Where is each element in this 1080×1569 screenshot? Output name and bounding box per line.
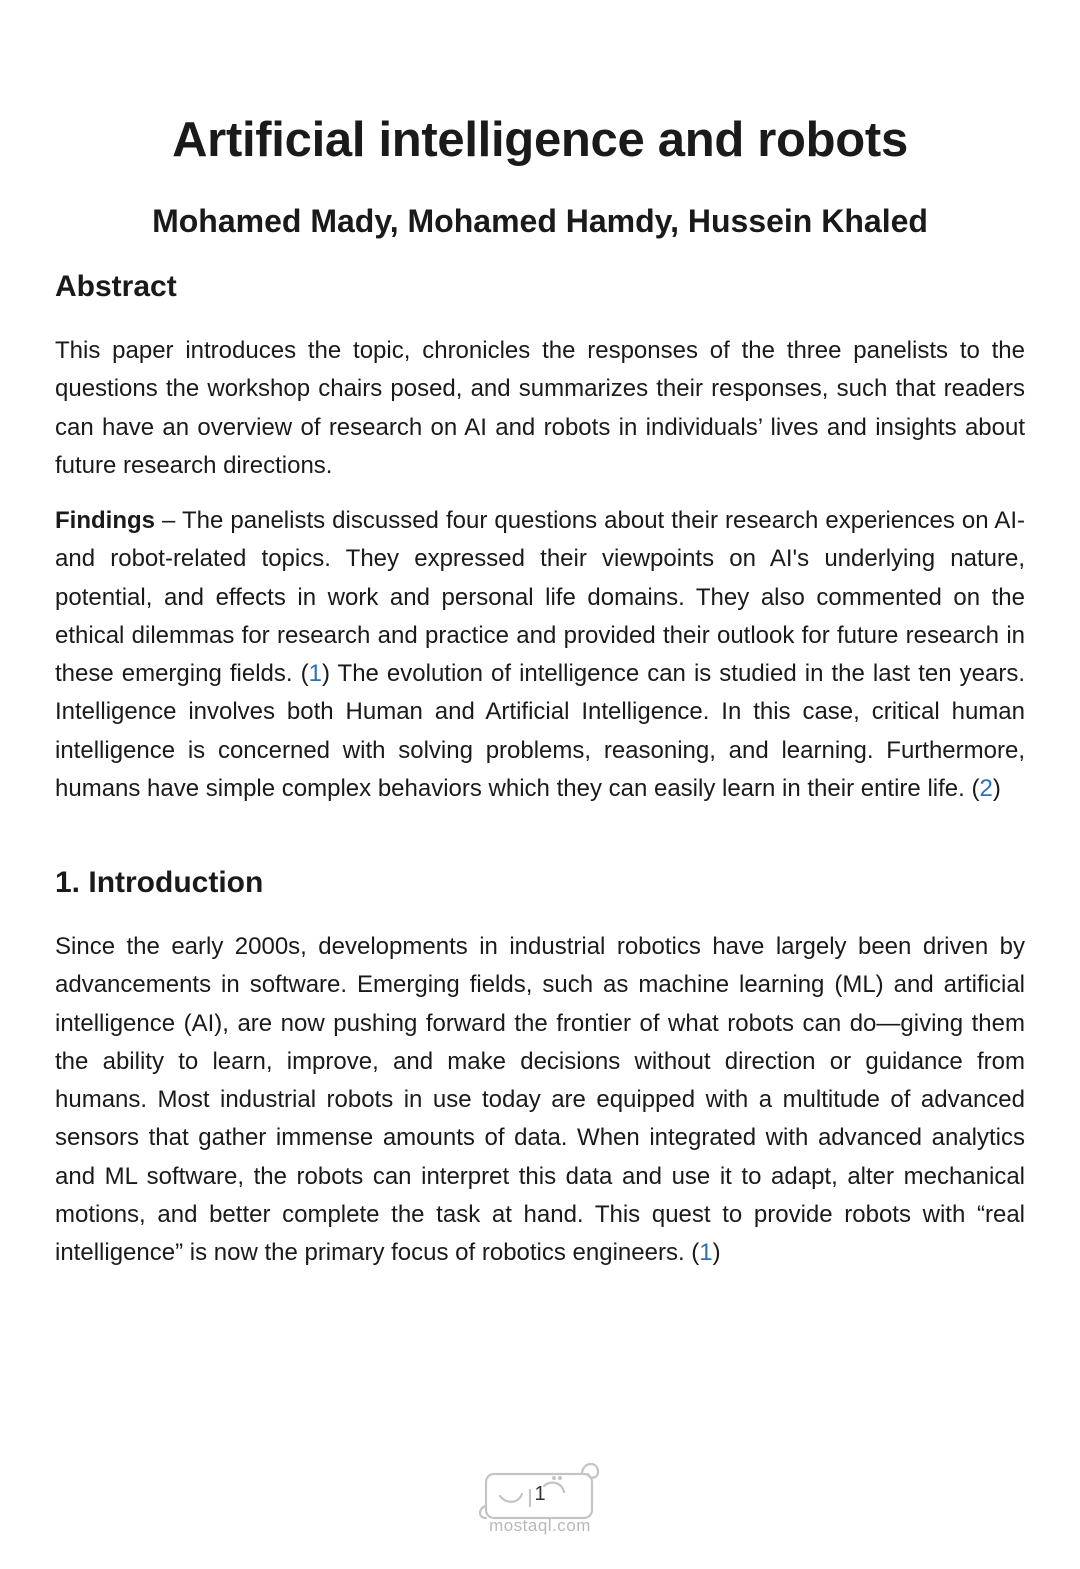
findings-text-1: – The panelists discussed four questions about their research experiences on AI- and robot-related topics. They expressed their viewpoints on AI's underlying nature, potential, and effects in work and personal life domains. They also commented on the ethical dilemmas for research and practice and provided their outlook for future research in these emerging fields. ( (55, 507, 1025, 688)
findings-text-2: ) The evolution of intelligence can is studied in the last ten years. Intelligence involves both Human and Artificial Intelligence. In this case, critical human intelligence is concerned with solving problems, reasoning, and learning. Furthermore, humans have simple complex behaviors which they can easily learn in their entire life. ( (55, 660, 1025, 803)
paper-authors: Mohamed Mady, Mohamed Hamdy, Hussein Khaled (152, 203, 928, 239)
findings-paragraph (55, 502, 1025, 808)
findings-text-3: ) (992, 775, 1001, 803)
citation-link-1[interactable]: 1 (308, 660, 322, 688)
abstract-paragraph: This paper introduces the topic, chronicles the responses of the three panelists to the questions the workshop chairs posed, and summarizes their responses, such that readers can have an overview of research on AI and robots in individuals’ lives and insights about future research directions. (55, 337, 1025, 479)
citation-link-1[interactable]: 1 (699, 1239, 713, 1267)
watermark-text: mostaql.com (489, 1516, 591, 1535)
paper-title: Artificial intelligence and robots (172, 113, 908, 167)
abstract-heading: Abstract (55, 270, 177, 303)
introduction-text-2: ) (712, 1239, 721, 1267)
paper-page (55, 0, 1025, 1569)
findings-label: Findings (55, 507, 155, 534)
page-number: 1 (534, 1483, 546, 1505)
citation-link-2[interactable]: 2 (979, 775, 993, 803)
introduction-heading: 1. Introduction (55, 866, 264, 899)
introduction-text-1: Since the early 2000s, developments in industrial robotics have largely been driven by advancements in software. Emerging fields, such as machine learning (ML) and artificial intelligence (AI), are now pushing forward the frontier of what robots can do—giving them the ability to learn, improve, and make decisions without direction or guidance from humans. Most industrial robots in use today are equipped with a multitude of advanced sensors that gather immense amounts of data. When integrated with advanced analytics and ML software, the robots can interpret this data and use it to adapt, alter mechanical motions, and better complete the task at hand. This quest to provide robots with “real intelligence” is now the primary focus of robotics engineers. ( (55, 933, 1025, 1267)
introduction-paragraph (55, 928, 1025, 1273)
